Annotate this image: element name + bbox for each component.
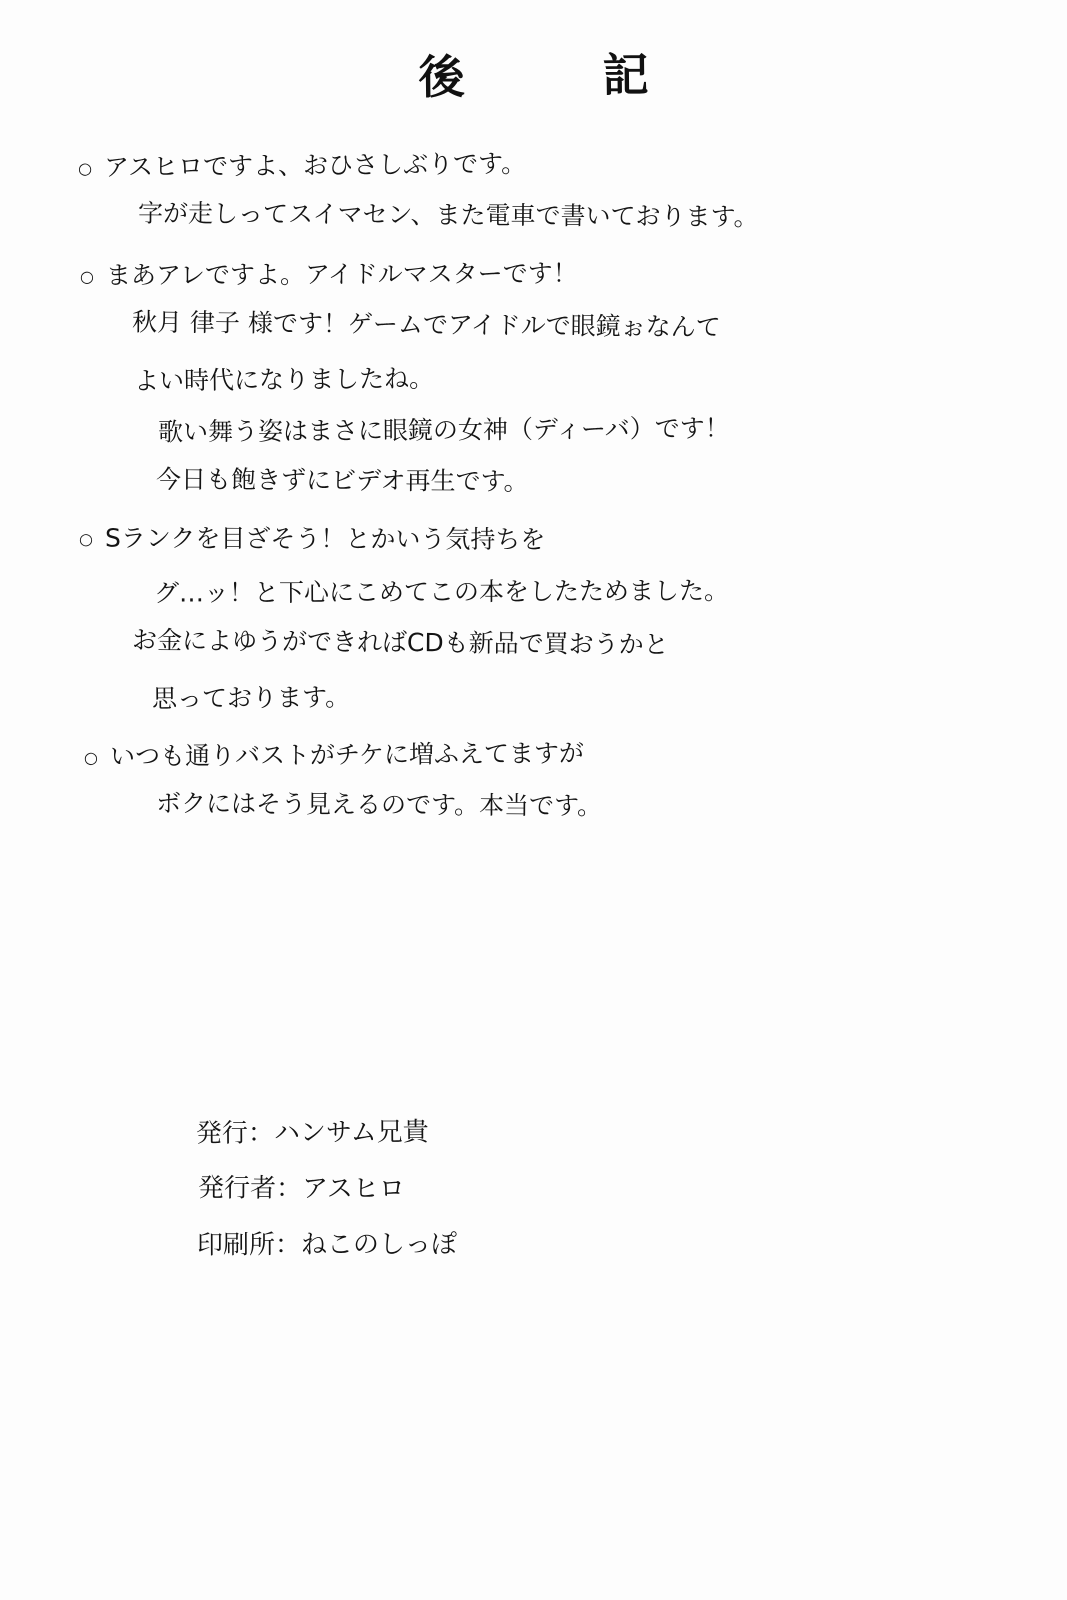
- text-line: 思っております。: [151, 682, 351, 714]
- text-line: 秋月 律子 様です！ゲームでアイドルで眼鏡ぉなんて: [131, 307, 721, 342]
- colophon-publisher: 発行：ハンサム兄貴: [195, 1117, 429, 1149]
- text-line: ○ いつも通りバストがチケに増ふえてますが: [84, 725, 984, 783]
- colophon-printer: 印刷所：ねこのしっぽ: [196, 1229, 458, 1261]
- paragraph: [78, 514, 978, 722]
- text-line: ○ まあアレですよ。アイドルマスターです！: [80, 246, 980, 302]
- text-line: よい時代になりましたね。: [133, 363, 435, 396]
- paragraph: [78, 728, 978, 832]
- text-line: 歌い舞う姿はまさに眼鏡の女神（ディーバ）です！: [157, 413, 730, 447]
- text-line: ボクにはそう見えるのです。本当です。: [155, 788, 603, 821]
- text-line: グ…ッ！と下心にこめてこの本をしたためました。: [153, 576, 730, 608]
- paragraph: [78, 248, 978, 508]
- text-line: お金によゆうができればCDも新品で買おうかと: [131, 625, 669, 660]
- text-line: 字が走しってスイマセン、また電車で書いております。: [137, 198, 759, 232]
- text-line: ○ Sランクを目ざそう！とかいう気持ちを: [79, 512, 979, 567]
- colophon-author: 発行者：アスヒロ: [197, 1173, 406, 1205]
- page-title: 後 記: [418, 47, 695, 105]
- text-line: ○ アスヒロですよ、おひさしぶりです。: [78, 134, 978, 194]
- paragraph: [78, 138, 978, 242]
- colophon: [196, 1105, 456, 1273]
- afterword-body: [78, 138, 978, 838]
- text-line: 今日も飽きずにビデオ再生です。: [155, 464, 529, 497]
